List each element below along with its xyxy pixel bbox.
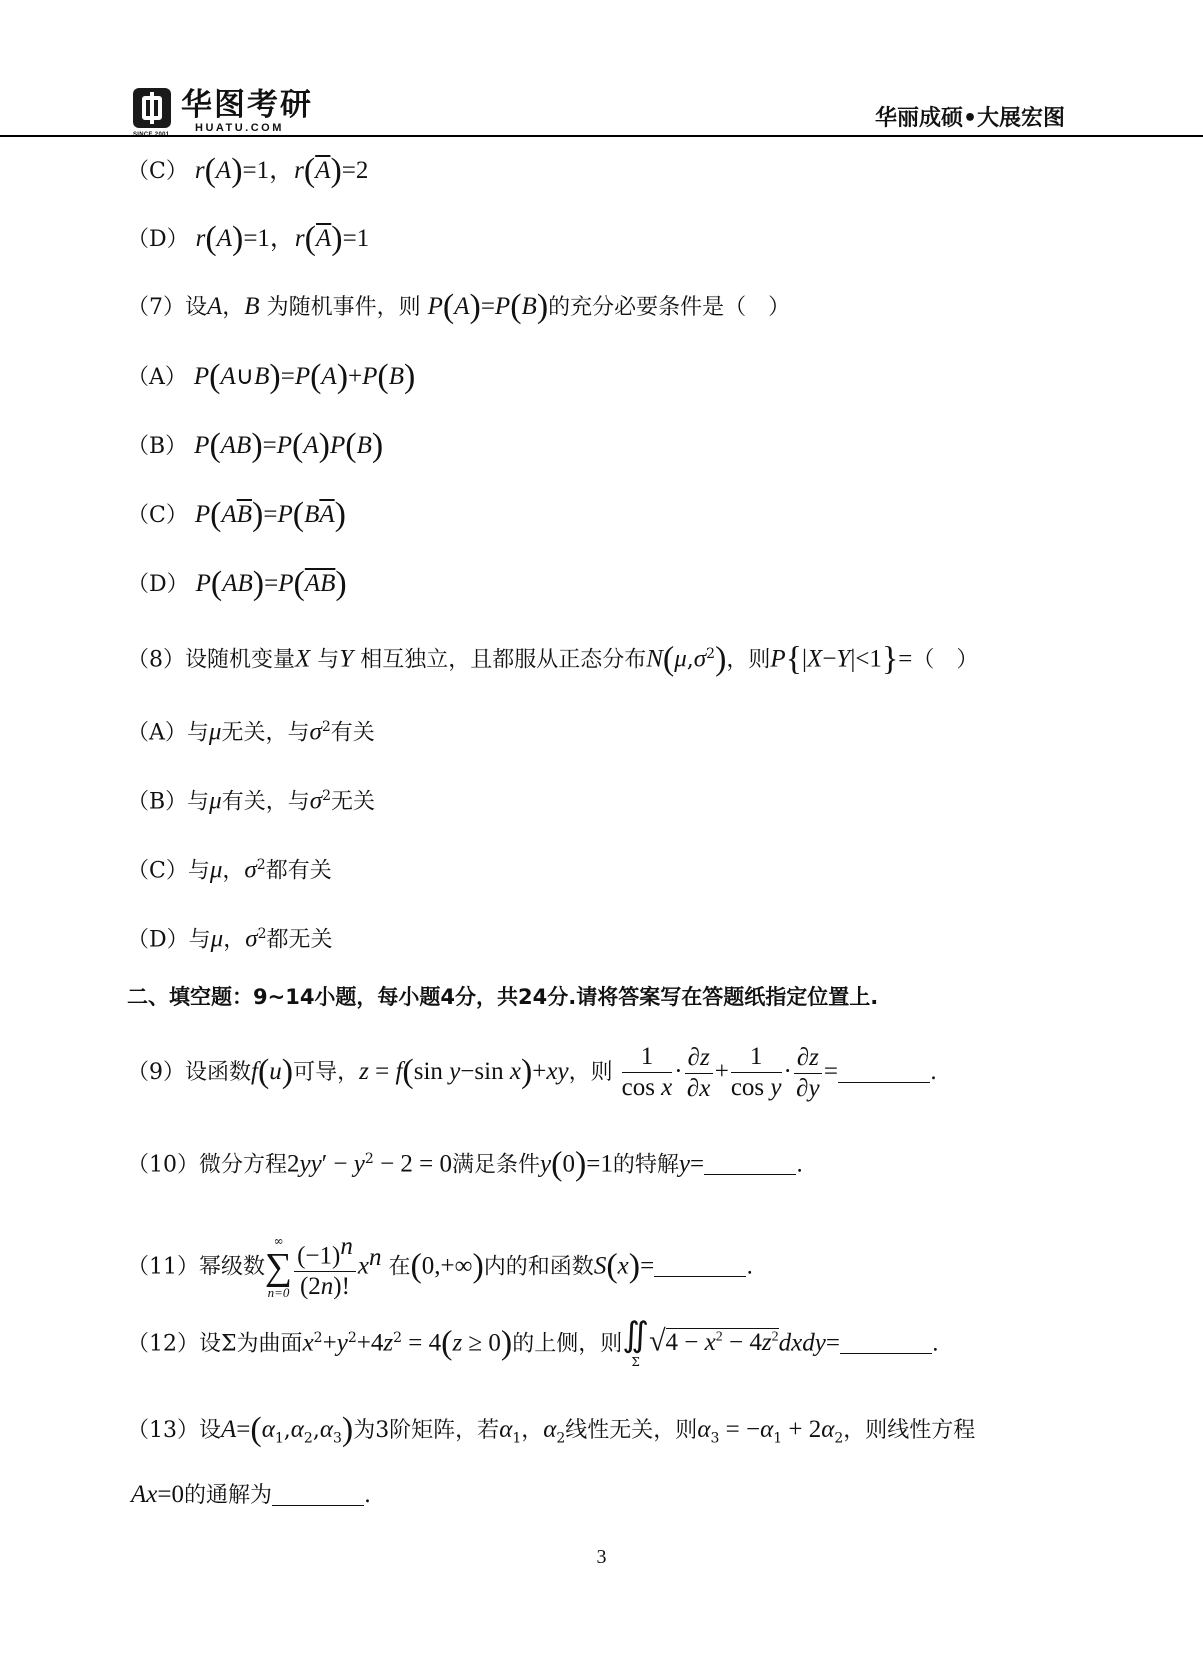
question-text: ，则 [568,1060,613,1085]
logo-chinese-text: 华图考研 [181,87,313,123]
option-label: （D）与 [127,927,211,953]
option-7d: （D） $P(AB)=P(\overline{AB})$ [127,565,347,602]
option-6c: （C） r(A)=1，$r(\overline{A})=2$ [127,152,369,189]
answer-blank [840,1331,932,1354]
question-text: （11）幂级数 [127,1254,265,1280]
option-label: （B）与 [127,789,210,815]
fraction: $\frac{1}{\text{cos y}}$ [730,1043,782,1101]
option-label: （B） [127,434,188,459]
question-13-line2: Ax=0的通解为 . [131,1481,371,1508]
question-text: 的充分必要条件是（ ） [548,295,791,320]
question-text: 为3阶矩阵，若 [353,1418,500,1443]
option-text: 有关，与 [221,789,310,815]
fraction: $\frac{(-1)^n}{(2n)!}$ [294,1232,356,1302]
option-8b: （B）与μ有关，与$\sigma^2$无关 [127,787,376,815]
header-divider [0,135,1203,137]
question-text: 可导， [293,1060,360,1085]
page-number: 3 [596,1546,607,1568]
option-6d: （D） r(A)=1，$r(\overline{A})=1$ [127,220,370,257]
question-7: （7）设A，B 为随机事件，则 P(A)=P(B)的充分必要条件是（ ） [127,288,791,325]
option-label: （C）与 [127,858,210,884]
section-heading: 二、填空题：9~14小题，每小题4分，共24分.请将答案写在答题纸指定位置上. [127,985,879,1009]
question-text: 的通解为 [183,1483,272,1508]
question-8: （8）设随机变量X 与Y 相互独立，且都服从正态分布$N(\mu,\sigma^2)$，则P{|X−Y|<1}=（ ） [127,640,979,678]
question-text: （9）设函数 [127,1060,251,1085]
option-8c: （C）与μ，$\sigma^2$都有关 [127,856,332,884]
question-text: ，则线性方程 [843,1418,976,1443]
logo-english-text: HUATU.COM [195,122,284,134]
option-text: 都有关 [265,858,332,884]
question-text: （13）设 [127,1418,221,1443]
question-text: 在 [388,1254,411,1280]
question-10: （10）微分方程$2yy' - y^2 - 2 = 0$满足条件y(0)=1的特解y= . [127,1145,804,1183]
option-label: （C） [127,159,188,184]
answer-blank [704,1152,796,1175]
question-13: （13）设$A=(\alpha_1,\alpha_2,\alpha_3)$为3阶矩阵，若$\alpha_1$，$\alpha_2$线性无关，则$\alpha_3 = -\alpha_1 + 2\alpha_2$，则线性方程 [127,1411,976,1448]
question-text: 的上侧，则 [512,1331,623,1357]
question-text: 满足条件 [452,1152,541,1178]
option-text: 无关 [331,789,376,815]
question-text: 为随机事件，则 [266,295,421,320]
option-label: （D） [127,227,189,252]
huatu-logo-icon [133,88,171,128]
huatu-logo [133,88,313,134]
question-text: （8）设随机变量 [127,647,295,673]
question-text: （10）微分方程 [127,1152,287,1178]
option-label: （A）与 [127,720,209,746]
question-text: 与 [317,647,340,673]
option-text: 有关 [330,720,375,746]
answer-blank [838,1060,930,1083]
fraction: $\frac{\partial z}{\partial y}$ [794,1043,822,1104]
option-text: 都无关 [266,927,333,953]
question-text: （ ） [912,647,979,673]
question-text: ，则 [726,647,771,673]
answer-blank [272,1483,364,1506]
question-text: （12）设Σ为曲面 [127,1331,303,1357]
question-text: （7）设 [127,295,207,320]
option-7c: （C） $P(A\overline{B})=P(B\overline{A})$ [127,496,346,533]
answer-blank [654,1254,746,1277]
page-header [0,0,1203,140]
question-text: 的特解 [612,1152,679,1178]
header-slogan: 华丽成硕•大展宏图 [875,106,1066,131]
question-text: 相互独立，且都服从正态分布 [360,647,647,673]
question-text: 线性无关，则 [565,1418,698,1443]
question-11: （11）幂级数 ∞ ∑ n=0 $\frac{(-1)^n}{(2n)!}$ $x^n$ 在(0,+∞)内的和函数S(x)= . [127,1233,754,1301]
option-7a: （A） P(A∪B)=P(A)+P(B) [127,358,416,395]
option-label: （A） [127,365,187,390]
fraction: $\frac{1}{\text{cos x}}$ [621,1043,673,1101]
question-12: （12）设Σ为曲面$x^2+y^2+4z^2 = 4(z \ge 0)$的上侧，则 ∬ Σ $√4 - x^2$ − $4z^2dxdy=$ . [127,1317,939,1370]
question-9: （9）设函数f(u)可导，z = f(sin y−sin x)+xy，则 $\frac{1}{\text{cos x}}$ · $\frac{\partial z}{\partial x}$ + $\frac{1}{\text{cos y}}$ · $\frac{\partial z}{\partial y}$ = . [127,1037,937,1108]
option-7b: （B） P(AB)=P(A)P(B) [127,427,384,464]
option-8a: （A）与μ无关，与$\sigma^2$有关 [127,718,375,746]
question-text: 内的和函数 [483,1254,594,1280]
fraction: $\frac{\partial z}{\partial x}$ [685,1043,713,1104]
option-text: 无关，与 [221,720,310,746]
option-label: （C） [127,503,188,528]
option-8d: （D）与μ，$\sigma^2$都无关 [127,925,333,953]
option-label: （D） [127,572,189,597]
